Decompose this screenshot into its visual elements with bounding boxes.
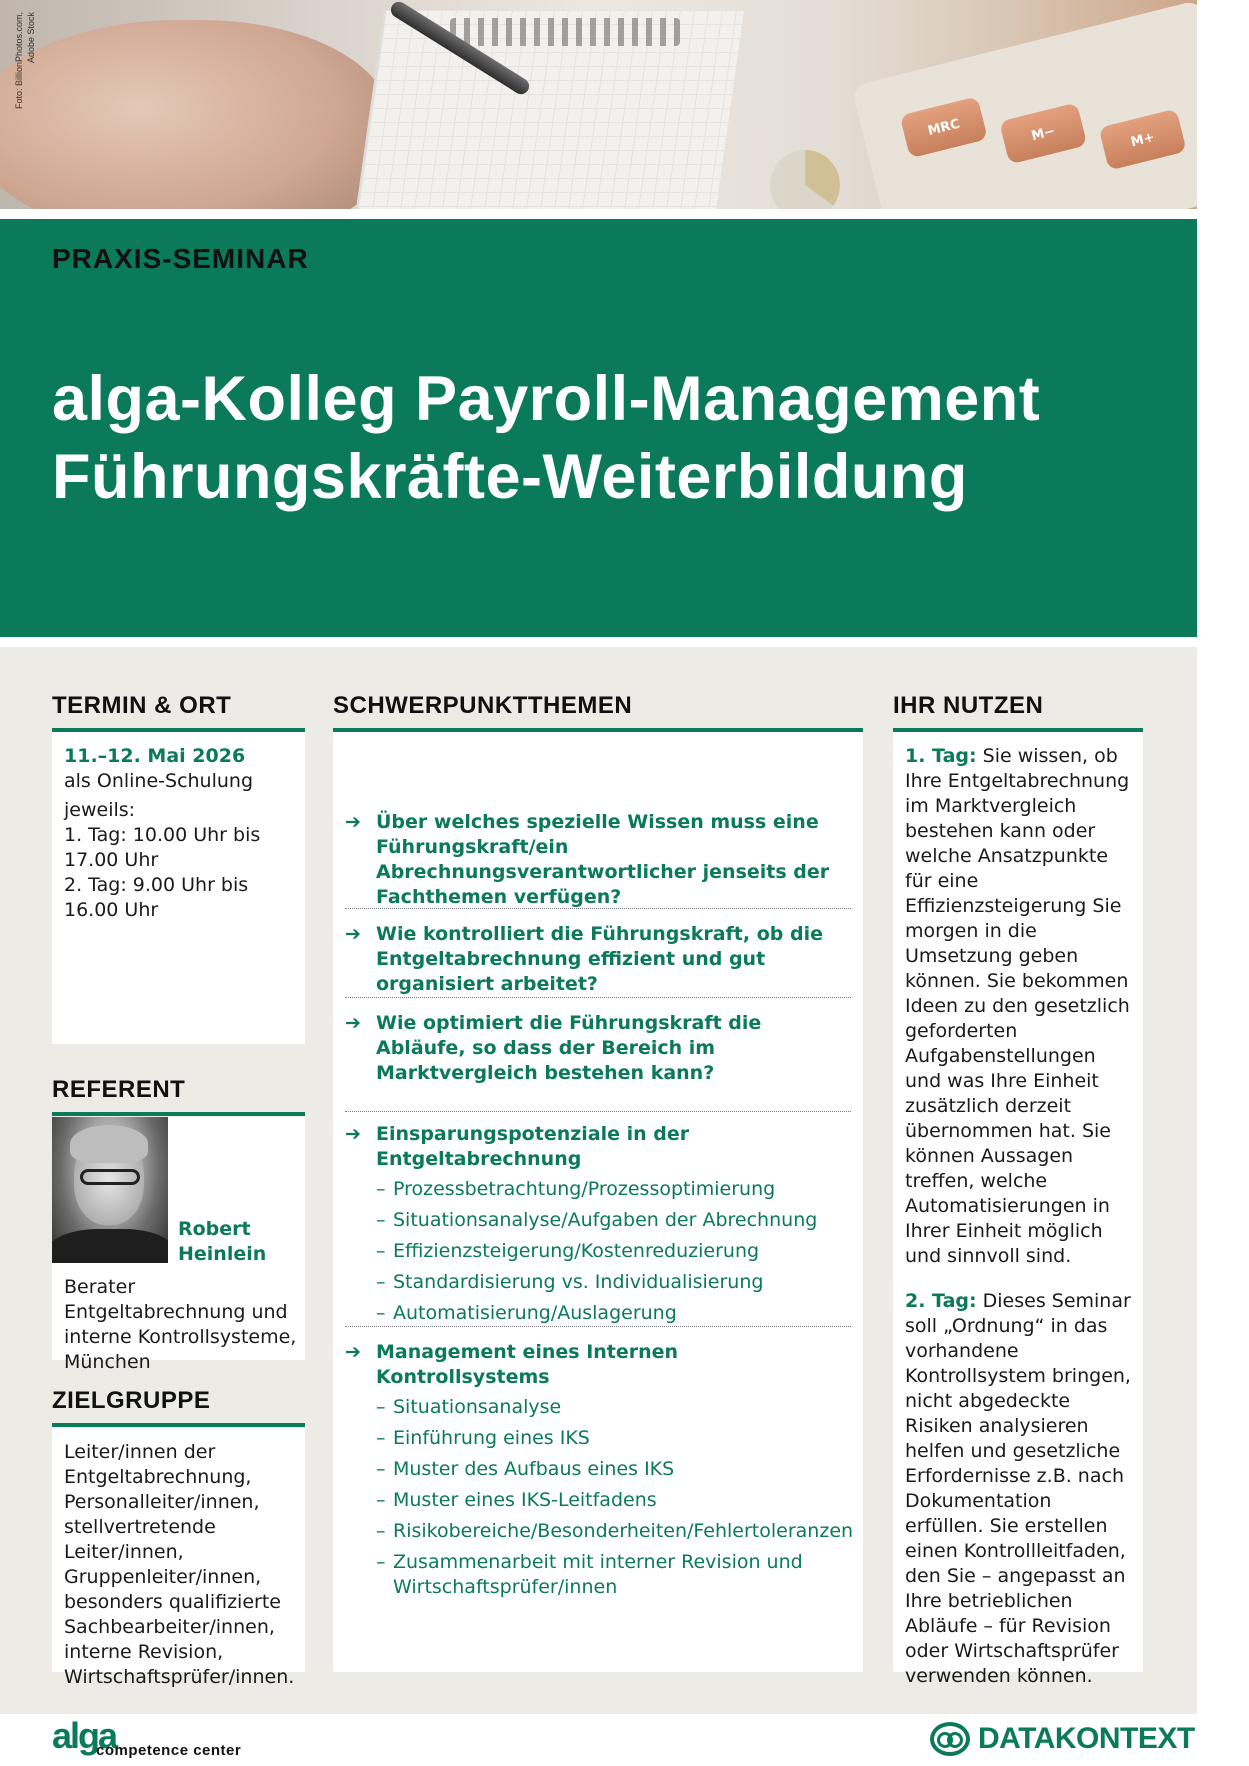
topic-4-question-text: Einsparungspotenziale in der Entgeltabrechnung — [376, 1123, 690, 1170]
list-item-text: Risikobereiche/Besonderheiten/Fehlertoleranzen — [393, 1520, 854, 1542]
alga-logo-subtitle: competence center — [96, 1742, 242, 1759]
schwerpunkt-heading: SCHWERPUNKTTHEMEN — [333, 692, 863, 732]
topic-2-question-text: Wie kontrolliert die Führungskraft, ob die Entgeltabrechnung effizient und gut organisiert arbeitet? — [376, 923, 823, 995]
nutzen-day2-label: 2. Tag: — [905, 1290, 977, 1312]
list-item-text: Automatisierung/Auslagerung — [393, 1302, 677, 1324]
page-title — [52, 360, 1040, 516]
photo-credit-line2: Adobe Stock — [26, 12, 36, 64]
topic-5-question — [345, 1340, 851, 1390]
list-item-text: Situationsanalyse — [393, 1396, 562, 1418]
calc-key-mrc: MRC — [900, 96, 988, 158]
termin-date: 11.–12. Mai 2026 — [64, 745, 246, 767]
topic-3 — [345, 1011, 851, 1112]
schwerpunkt-box — [333, 732, 863, 1672]
list-item-text: Zusammenarbeit mit interner Revision und Wirtschaftsprüfer/innen — [393, 1551, 803, 1598]
dash-icon: – — [376, 1302, 386, 1324]
dash-icon: – — [376, 1458, 386, 1480]
arrow-right-icon: ➔ — [345, 923, 361, 945]
referent-description: Berater Entgeltabrechnung und interne Kontrollsysteme, München — [64, 1276, 297, 1373]
nutzen-day2-text: Dieses Seminar soll „Ordnung“ in das vorhandene Kontrollsystem bringen, nicht abgedeckte Risiken analysieren helfen und gesetzliche Erfordernisse z.B. nach Dokumentation erfüllen. Sie erstellen einen Kontrollleitfaden, den Sie – angepasst an Ihre betrieblichen Abläufe – für Revision oder Wirtschaftsprüfer verwenden können. — [905, 1290, 1131, 1687]
list-item — [345, 1485, 851, 1516]
dash-icon: – — [376, 1271, 386, 1293]
referent-photo — [52, 1117, 168, 1263]
termin-mode: als Online-Schulung — [64, 770, 254, 792]
dash-icon: – — [376, 1489, 386, 1511]
alga-logo-word: alga — [52, 1715, 117, 1756]
photo-hair — [70, 1125, 148, 1163]
list-item — [345, 1392, 851, 1423]
topic-4-question — [345, 1122, 851, 1172]
photo-glasses — [80, 1169, 140, 1185]
nutzen-heading: IHR NUTZEN — [893, 692, 1143, 732]
photo-pie-chart — [770, 150, 840, 209]
header-photo — [0, 0, 1197, 209]
arrow-right-icon: ➔ — [345, 1123, 361, 1145]
nutzen-day1 — [905, 744, 1131, 1269]
calc-key-mplus: M+ — [1099, 109, 1187, 171]
arrow-right-icon: ➔ — [345, 1341, 361, 1363]
dash-icon: – — [376, 1240, 386, 1262]
termin-heading: TERMIN & ORT — [52, 692, 305, 732]
list-item — [345, 1174, 851, 1205]
topic-1-question — [345, 810, 851, 910]
list-item — [345, 1236, 851, 1267]
photo-hand — [0, 20, 390, 209]
list-item — [345, 1423, 851, 1454]
termin-day2: 2. Tag: 9.00 Uhr bis 16.00 Uhr — [64, 874, 249, 921]
topic-1-question-text: Über welches spezielle Wissen muss eine Führungskraft/ein Abrechnungsverantwortlicher jenseits der Fachthemen verfügen? — [376, 811, 830, 908]
list-item-text: Standardisierung vs. Individualisierung — [393, 1271, 764, 1293]
dash-icon: – — [376, 1209, 386, 1231]
list-item-text: Einführung eines IKS — [393, 1427, 590, 1449]
dash-icon: – — [376, 1178, 386, 1200]
topic-4 — [345, 1122, 851, 1327]
list-item — [345, 1267, 851, 1298]
title-line-2: Führungskräfte-Weiterbildung — [52, 442, 968, 512]
zielgruppe-box — [52, 1428, 305, 1688]
dash-icon: – — [376, 1396, 386, 1418]
list-item — [345, 1454, 851, 1485]
dash-icon: – — [376, 1551, 386, 1573]
datakontext-logo — [930, 1722, 1195, 1756]
list-item-text: Effizienzsteigerung/Kostenreduzierung — [393, 1240, 760, 1262]
topic-3-question — [345, 1011, 851, 1086]
nutzen-day1-label: 1. Tag: — [905, 745, 977, 767]
dash-icon: – — [376, 1520, 386, 1542]
list-item-text: Prozessbetrachtung/Prozessoptimierung — [393, 1178, 776, 1200]
referent-first-name: Robert — [178, 1218, 251, 1240]
zielgruppe-text: Leiter/innen der Entgeltabrechnung, Personalleiter/innen, stellvertretende Leiter/innen, Gruppenleiter/innen, besonders qualifizierte Sachbearbeiter/innen, interne Revision, Wirtschaftsprüfer/innen. — [64, 1441, 295, 1688]
owl-icon — [930, 1722, 970, 1756]
photo-spiral — [450, 18, 680, 46]
termin-box — [52, 732, 305, 1044]
topic-5-question-text: Management eines Internen Kontrollsystems — [376, 1341, 679, 1388]
list-item-text: Muster eines IKS-Leitfadens — [393, 1489, 657, 1511]
topic-2-question — [345, 922, 851, 997]
seminar-label: PRAXIS-SEMINAR — [52, 243, 309, 274]
photo-calculator — [851, 0, 1197, 209]
list-item — [345, 1516, 854, 1547]
referent-box — [52, 1117, 305, 1373]
topic-5 — [345, 1340, 854, 1598]
topic-1 — [345, 810, 851, 909]
nutzen-day1-text: Sie wissen, ob Ihre Entgeltabrechnung im Marktvergleich bestehen kann oder welche Ansatzpunkte für eine Effizienzsteigerung Sie morgen in die Umsetzung geben können. Sie bekommen Ideen zu den gesetzlich geforderten Aufgabenstellungen und was Ihre Einheit zusätzlich derzeit übernommen hat. Sie können Aussagen treffen, welche Automatisierungen in Ihrer Einheit möglich und sinnvoll sind. — [905, 745, 1130, 1267]
list-item — [345, 1550, 851, 1600]
referent-last-name: Heinlein — [178, 1243, 267, 1265]
list-item — [345, 1298, 851, 1329]
list-item — [345, 1205, 851, 1236]
topic-2 — [345, 922, 851, 998]
list-item-text: Muster des Aufbaus eines IKS — [393, 1458, 675, 1480]
nutzen-day2 — [905, 1289, 1131, 1689]
title-line-1: alga-Kolleg Payroll-Management — [52, 364, 1041, 434]
termin-day1: 1. Tag: 10.00 Uhr bis 17.00 Uhr — [64, 824, 261, 871]
arrow-right-icon: ➔ — [345, 811, 361, 833]
referent-heading: REFERENT — [52, 1076, 305, 1116]
list-item-text: Situationsanalyse/Aufgaben der Abrechnung — [393, 1209, 818, 1231]
referent-name — [178, 1217, 266, 1267]
calc-key-mminus: M− — [999, 102, 1087, 164]
topic-3-question-text: Wie optimiert die Führungskraft die Abläufe, so dass der Bereich im Marktvergleich bestehen kann? — [376, 1012, 762, 1084]
nutzen-box — [893, 732, 1143, 1687]
dash-icon: – — [376, 1427, 386, 1449]
zielgruppe-heading: ZIELGRUPPE — [52, 1387, 305, 1427]
photo-credit — [13, 12, 37, 152]
arrow-right-icon: ➔ — [345, 1012, 361, 1034]
termin-each: jeweils: — [64, 799, 136, 821]
datakontext-word: DATAKONTEXT — [978, 1722, 1195, 1755]
photo-suit — [52, 1229, 168, 1263]
photo-credit-line1: Foto: BillionPhotos.com, — [14, 12, 24, 110]
